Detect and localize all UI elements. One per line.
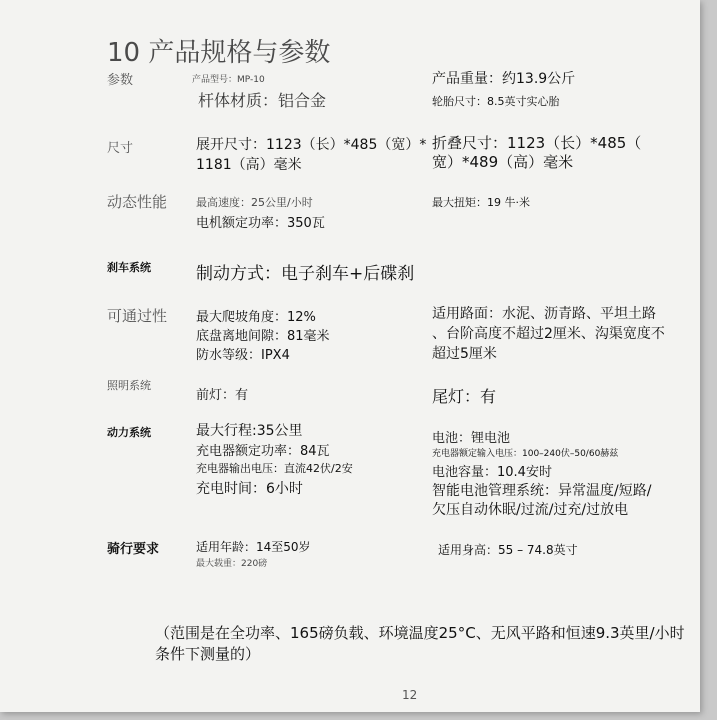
product-weight: 产品重量：约13.9公斤 — [432, 71, 576, 87]
suitable-height: 适用身高：55 – 74.8英寸 — [438, 543, 578, 557]
section-label-riding: 骑行要求 — [107, 542, 160, 557]
charger-rated-power: 充电器额定功率：84瓦 — [196, 444, 330, 459]
battery-type: 电池：锂电池 — [432, 431, 511, 446]
suitable-age: 适用年龄：14至50岁 — [196, 540, 311, 554]
charge-time: 充电时间：6小时 — [196, 481, 303, 497]
front-light: 前灯：有 — [196, 388, 249, 403]
section-label-brake: 刹车系统 — [107, 261, 151, 274]
brake-method: 制动方式：电子刹车+后碟刹 — [196, 264, 415, 284]
ground-clearance: 底盘离地间隙：81毫米 — [196, 329, 330, 344]
rear-light: 尾灯：有 — [432, 387, 497, 406]
section-label-params: 参数 — [107, 73, 134, 88]
max-climb-angle: 最大爬坡角度：12% — [196, 310, 316, 325]
max-range: 最大行程:35公里 — [196, 423, 303, 439]
section-label-dynamic: 动态性能 — [107, 193, 168, 211]
tire-size: 轮胎尺寸：8.5英寸实心胎 — [432, 95, 560, 108]
max-speed: 最高速度：25公里/小时 — [196, 196, 313, 209]
bms-line1: 智能电池管理系统：异常温度/短路/ — [432, 483, 652, 499]
frame-material: 杆体材质：铝合金 — [198, 91, 327, 110]
product-model: 产品型号：MP-10 — [192, 75, 265, 85]
folded-size-line2: 宽）*489（高）毫米 — [432, 153, 574, 171]
page-number: 12 — [402, 688, 418, 702]
section-label-size: 尺寸 — [107, 141, 134, 156]
max-torque: 最大扭矩：19 牛·米 — [432, 196, 530, 209]
section-label-lighting: 照明系统 — [107, 379, 151, 392]
page-title: 10 产品规格与参数 — [107, 38, 331, 68]
road-line1: 适用路面：水泥、沥青路、平坦土路 — [432, 306, 656, 322]
bms-line2: 欠压自动休眠/过流/过充/过放电 — [432, 502, 629, 518]
footnote: （范围是在全功率、165磅负载、环境温度25°C、无风平路和恒速9.3英里/小时条件下测量的） — [155, 624, 685, 663]
waterproof-rating: 防水等级：IPX4 — [196, 348, 290, 363]
charger-input-voltage: 充电器额定输入电压：100–240伏–50/60赫兹 — [432, 449, 619, 459]
folded-size-line1: 折叠尺寸：1123（长）*485（ — [432, 134, 642, 152]
road-line2: 、台阶高度不超过2厘米、沟渠宽度不 — [432, 326, 665, 342]
unfolded-size-line1: 展开尺寸：1123（长）*485（宽）* — [196, 137, 427, 153]
road-line3: 超过5厘米 — [432, 346, 497, 362]
unfolded-size-line2: 1181（高）毫米 — [196, 157, 302, 173]
max-load: 最大载重：220磅 — [196, 559, 268, 569]
rated-power: 电机额定功率：350瓦 — [196, 216, 325, 231]
section-label-power: 动力系统 — [107, 426, 151, 439]
battery-capacity: 电池容量：10.4安时 — [432, 465, 552, 480]
charger-output-voltage: 充电器输出电压：直流42伏/2安 — [196, 462, 353, 475]
section-label-passability: 可通过性 — [107, 307, 168, 325]
